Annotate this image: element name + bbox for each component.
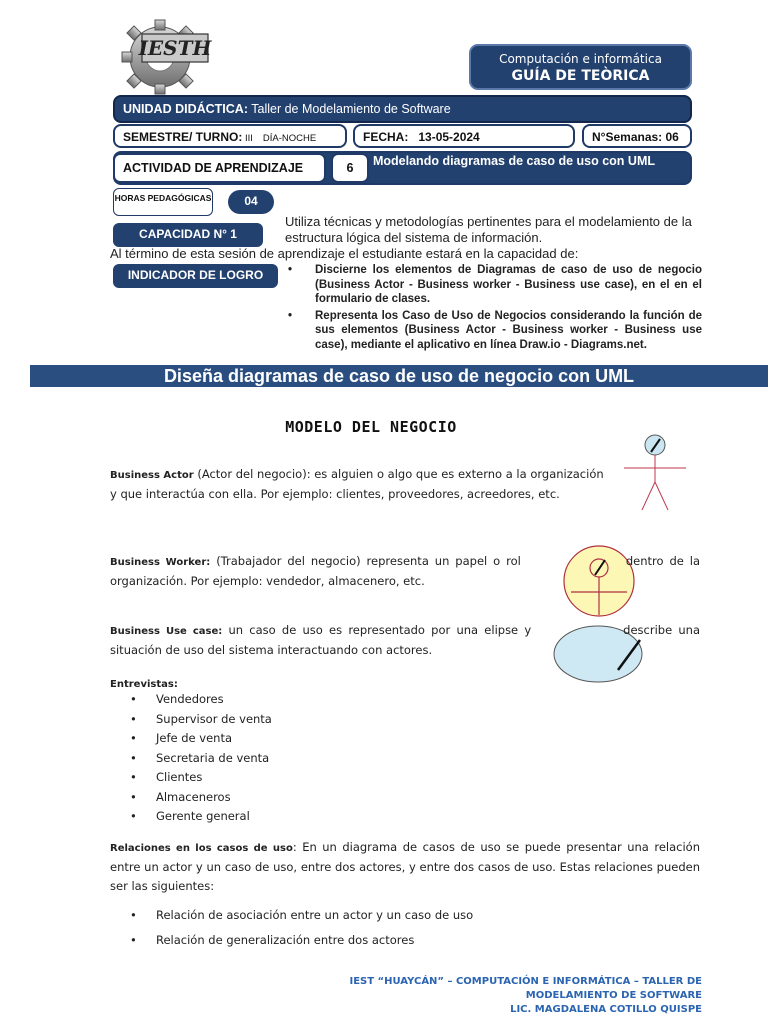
activity-label: ACTIVIDAD DE APRENDIZAJE: [113, 153, 326, 183]
list-item: [130, 690, 272, 710]
bullet-icon: •: [288, 264, 293, 276]
horas-value: 04: [228, 190, 274, 214]
business-actor-icon: [620, 432, 690, 517]
indicador-label: INDICADOR DE LOGRO: [113, 264, 278, 288]
footer-line-2: LIC. MAGDALENA COTILLO QUISPE: [510, 1004, 702, 1015]
list-item: [130, 807, 272, 827]
bullet-icon: •: [130, 750, 137, 765]
footer-line-1: IEST “HUAYCÁN” – COMPUTACIÓN E INFORMÁTICA – TALLER DE MODELAMIENTO DE SOFTWARE: [349, 976, 702, 1001]
list-item-text: Jefe de venta: [156, 731, 233, 745]
section-banner: Diseña diagramas de caso de uso de negocio con UML: [30, 365, 768, 387]
capacidad-text: Utiliza técnicas y metodologías pertinentes para el modelamiento de la estructura lógica del sistema de información.: [285, 214, 692, 245]
bullet-icon: •: [130, 933, 137, 947]
list-item: [130, 749, 272, 769]
institution-logo: [112, 18, 212, 96]
list-item: [130, 768, 272, 788]
entrevistas-label: Entrevistas:: [110, 679, 178, 690]
list-item: [130, 710, 272, 730]
fecha-value: 13-05-2024: [418, 130, 480, 144]
page-footer: [300, 975, 702, 1017]
semanas-box: [582, 124, 692, 148]
capacidad-label: CAPACIDAD N° 1: [113, 223, 263, 247]
business-usecase-paragraph: [110, 621, 700, 660]
relaciones-list: [130, 906, 473, 956]
bullet-icon: •: [130, 711, 137, 726]
list-item-text: Gerente general: [156, 809, 250, 823]
list-item: [130, 906, 473, 931]
list-item-text: Almaceneros: [156, 789, 231, 804]
list-item: [130, 729, 272, 749]
unit-bar: [113, 95, 692, 123]
horas-label: HORAS PEDAGÓGICAS: [113, 188, 213, 216]
indicador-list: [285, 263, 702, 354]
usecase-text-b: describe una situación de uso del sistema interactuando con actores.: [110, 623, 700, 657]
list-item-text: Vendedores: [156, 692, 224, 706]
semanas-label: N°Semanas: 06: [592, 130, 679, 144]
business-worker-paragraph: [110, 552, 700, 591]
semester-label: SEMESTRE/ TURNO:: [123, 130, 243, 144]
usecase-term: Business Use case:: [110, 626, 223, 637]
relaciones-text: : En un diagrama de casos de uso se puede presentar una relación entre un actor y un caso de uso, entre dos actores, y entre dos casos de uso. Estas relaciones pueden ser las siguientes:: [110, 840, 700, 893]
worker-text-b: dentro de la organización. Por ejemplo: vendedor, almacenero, etc.: [110, 554, 700, 588]
list-item-text: Supervisor de venta: [156, 711, 272, 726]
guide-title: GUÍA DE TEÒRICA: [511, 68, 650, 84]
activity-title: Modelando diagramas de caso de uso con UML: [373, 154, 655, 168]
activity-number: 6: [331, 153, 369, 183]
entrevistas-list: [130, 690, 272, 827]
bullet-icon: •: [130, 731, 137, 745]
bullet-icon: •: [130, 692, 137, 706]
list-item-text: Relación de asociación entre un actor y un caso de uso: [156, 908, 474, 922]
indicador-text: Discierne los elementos de Diagramas de caso de uso de negocio (Business Actor - Business worker - Business use case), en el en el formulario de clases.: [315, 264, 702, 305]
relaciones-term: Relaciones en los casos de uso: [110, 843, 293, 854]
logo-text: IESTH: [138, 36, 212, 60]
bullet-icon: •: [130, 770, 137, 784]
list-item: [285, 309, 702, 353]
indicador-text: Representa los Caso de Uso de Negocios considerando la función de sus elementos (Business Actor - Business worker - Business use case), mediante el aplicativo en línea Draw.io - Diagrams.net.: [315, 309, 702, 351]
bullet-icon: •: [130, 809, 137, 823]
usecase-text-a: un caso de uso es representado por una elipse y: [222, 623, 532, 637]
semester-box: [113, 124, 347, 148]
bullet-icon: •: [130, 789, 137, 804]
actor-term: Business Actor: [110, 470, 194, 481]
unit-label: UNIDAD DIDÁCTICA:: [123, 102, 248, 116]
model-heading: MODELO DEL NEGOCIO: [285, 418, 457, 436]
list-item: [130, 788, 272, 808]
term-text: Al término de esta sesión de aprendizaje el estudiante estará en la capacidad de:: [110, 246, 579, 261]
business-actor-paragraph: [110, 465, 610, 504]
list-item: [130, 931, 473, 956]
relaciones-paragraph: [110, 838, 700, 896]
guide-subtitle: Computación e informática: [499, 52, 662, 66]
fecha-label: FECHA:: [363, 130, 409, 144]
fecha-box: [353, 124, 575, 148]
unit-value: Taller de Modelamiento de Software: [248, 102, 451, 116]
actor-text: (Actor del negocio): es alguien o algo que es externo a la organización y que interactúa con ella. Por ejemplo: clientes, proveedores, acreedores, etc.: [110, 467, 604, 501]
guide-header: [469, 44, 692, 90]
bullet-icon: •: [288, 309, 293, 322]
semester-value: III: [242, 133, 253, 144]
bullet-icon: •: [130, 908, 137, 922]
turno-value: DÍA-NOCHE: [262, 133, 317, 144]
worker-term: Business Worker:: [110, 557, 211, 568]
list-item-text: Relación de generalización entre dos actores: [156, 933, 415, 947]
list-item-text: Secretaria de venta: [156, 750, 270, 765]
worker-text-a: (Trabajador del negocio) representa un papel o rol: [210, 554, 521, 568]
list-item-text: Clientes: [156, 770, 203, 784]
list-item: [285, 263, 702, 307]
